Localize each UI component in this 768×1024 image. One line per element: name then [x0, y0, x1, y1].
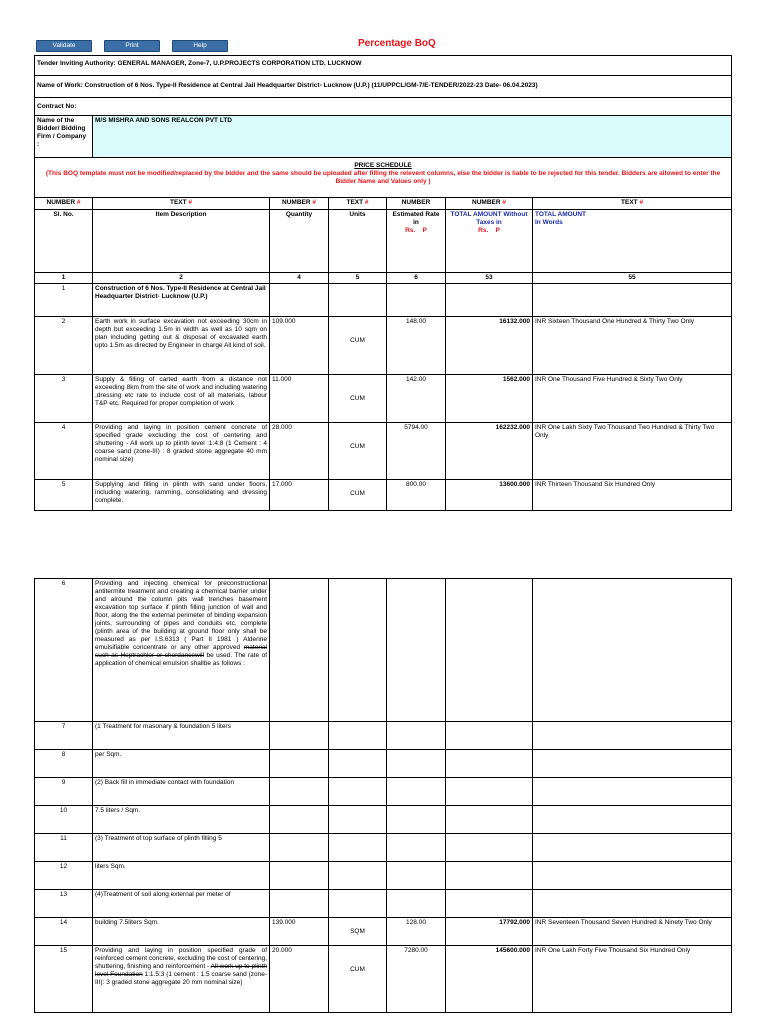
rate-cell[interactable]: 128.00 [387, 918, 446, 946]
boq-table-continued [34, 578, 732, 1013]
table-row [35, 722, 732, 750]
description-cell: (3) Treatment of top surface of plinth filling 5 [93, 834, 270, 862]
words-cell: INR Sixteen Thousand One Hundred & Thirty Two Only [533, 317, 732, 375]
description-struck-text: All work up to plinth level Foundation [95, 963, 268, 978]
type-header: NUMBER # [446, 198, 533, 210]
quantity-cell: 109.000 [270, 317, 329, 375]
quantity-cell [270, 579, 329, 722]
words-cell [533, 778, 732, 806]
sl-cell: 14 [35, 918, 93, 946]
page-title: Percentage BoQ [358, 38, 436, 49]
type-header: NUMBER # [270, 198, 329, 210]
help-button[interactable]: Help [172, 40, 228, 52]
column-number: 5 [329, 273, 387, 284]
sl-cell: 8 [35, 750, 93, 778]
table-row [35, 778, 732, 806]
quantity-cell: 20.000 [270, 946, 329, 1013]
table-row [35, 375, 732, 423]
description-cell: (2) Back fill in immediate contact with foundation [93, 778, 270, 806]
type-header: NUMBER [387, 198, 446, 210]
bidder-name-input[interactable]: M/S MISHRA AND SONS REALCON PVT LTD [93, 116, 732, 158]
quantity-cell [270, 284, 329, 317]
unit-cell [329, 579, 387, 722]
unit-cell: CUM [329, 946, 387, 1013]
total-cell [446, 284, 533, 317]
description-text: Providing and laying in position specified grade of reinforced cement concrete, excluding the cost of centering, shuttering, finishing and reinforcement - [95, 947, 267, 970]
unit-cell: SQM [329, 918, 387, 946]
sl-cell: 13 [35, 890, 93, 918]
table-row [35, 423, 732, 480]
table-row [35, 946, 732, 1013]
table-row [35, 579, 732, 722]
table-row [35, 806, 732, 834]
quantity-cell [270, 722, 329, 750]
description-cell [93, 579, 270, 722]
sl-cell: 3 [35, 375, 93, 423]
description-cell: 7.5 liters / Sqm. [93, 806, 270, 834]
description-cell: Supplying and filling in plinth with sand under floors, including watering, ramming, consolidating and dressing complete. [93, 480, 270, 511]
type-header: TEXT # [93, 198, 270, 210]
column-number: 4 [270, 273, 329, 284]
description-cell: Supply & filling of carted earth from a distance not exceeding 8km from the site of work and including watering ,dressing etc rate to include cost of all materials, labour T&P etc. Required for proper completion of work [93, 375, 270, 423]
price-schedule-header [35, 158, 732, 198]
total-cell: 13600.000 [446, 480, 533, 511]
price-schedule-title: PRICE SCHEDULE [354, 162, 412, 169]
sl-cell: 9 [35, 778, 93, 806]
unit-cell [329, 284, 387, 317]
quantity-cell [270, 806, 329, 834]
total-cell [446, 778, 533, 806]
rate-cell[interactable] [387, 890, 446, 918]
rate-cell[interactable]: 800.00 [387, 480, 446, 511]
description-cell: liters Sqm. [93, 862, 270, 890]
column-number: 2 [93, 273, 270, 284]
rate-cell[interactable] [387, 778, 446, 806]
description-cell [93, 946, 270, 1013]
sl-cell: 5 [35, 480, 93, 511]
description-text: Providing and injecting chemical for preconstructional antitermite treatment and creating a chemical barrier under and alround the column pits wall trenches basement excavation top surface if plinth filling junction of wall and floor, along the the external perimeter of binding expansion joints, surrounding of pipes and conduits etc, complete (plinth area of the building at ground floor only shall be measured as per I.S.6313 ( Part II 1981 ) Alderine emulsifiable concentrate or any other approved [95, 580, 267, 651]
description-cell: building 7.5liters Sqm. [93, 918, 270, 946]
rate-cell[interactable] [387, 722, 446, 750]
type-header: TEXT # [329, 198, 387, 210]
quantity-cell [270, 890, 329, 918]
unit-cell [329, 890, 387, 918]
words-cell [533, 284, 732, 317]
total-cell: 16132.000 [446, 317, 533, 375]
unit-cell [329, 722, 387, 750]
description-cell: Providing and laying in position cement concrete of specified grade excluding the cost of centering and shuttering - All work up to plinth level :1:4:8 (1 Cement : 4 coarse sand (zone-III) : 8 graded stone aggregate 40 mm nominal size) [93, 423, 270, 480]
sl-cell: 7 [35, 722, 93, 750]
validate-button[interactable]: Validate [36, 40, 92, 52]
total-cell: 145600.000 [446, 946, 533, 1013]
total-cell [446, 579, 533, 722]
rate-cell[interactable] [387, 862, 446, 890]
words-cell [533, 806, 732, 834]
header-amount-in-words: TOTAL AMOUNT In Words [533, 210, 732, 273]
words-cell [533, 834, 732, 862]
total-cell: 17792.000 [446, 918, 533, 946]
table-row [35, 750, 732, 778]
rate-cell[interactable] [387, 750, 446, 778]
rate-cell[interactable]: 7280.00 [387, 946, 446, 1013]
type-header: NUMBER # [35, 198, 93, 210]
unit-cell: CUM [329, 317, 387, 375]
unit-cell [329, 806, 387, 834]
column-number: 53 [446, 273, 533, 284]
sl-cell: 1 [35, 284, 93, 317]
total-cell: 162232.000 [446, 423, 533, 480]
quantity-cell [270, 862, 329, 890]
words-cell [533, 579, 732, 722]
column-number: 6 [387, 273, 446, 284]
sl-cell: 12 [35, 862, 93, 890]
header-total-amount: TOTAL AMOUNT Without Taxes in Rs. P [446, 210, 533, 273]
schedule-warning: (This BOQ template must not be modified/replaced by the bidder and the same should be uploaded after filling the relevent columns, else the bidder is liable to be rejected for this tender. Bidders are allowed to enter the Bidder Name and Values only ) [45, 170, 721, 185]
words-cell: INR Thirteen Thousand Six Hundred Only [533, 480, 732, 511]
total-cell [446, 750, 533, 778]
sl-cell: 6 [35, 579, 93, 722]
total-cell [446, 834, 533, 862]
words-cell: INR One Lakh Forty Five Thousand Six Hundred Only [533, 946, 732, 1013]
header-quantity: Quantity [270, 210, 329, 273]
sl-cell: 4 [35, 423, 93, 480]
sl-cell: 10 [35, 806, 93, 834]
quantity-cell [270, 778, 329, 806]
words-cell: INR One Lakh Sixty Two Thousand Two Hundred & Thirty Two Only [533, 423, 732, 480]
table-row [35, 284, 732, 317]
contract-no: Contract No: [35, 98, 732, 116]
work-name: Name of Work: Construction of 6 Nos. Type-II Residence at Central Jail Headquarter District- Lucknow (U.P.) (11/UPPCL/GM-7/E-TENDER/2022-23 Date- 06.04.2023) [35, 76, 732, 98]
description-cell: Earth work in surface excavation not exceeding 30cm in depth but exceeding 1.5m in width as well as 10 sqm on plan including getting out & disposal of excavated earth upto 1.5m as directed by Engineer in charge All kind of soil. [93, 317, 270, 375]
boq-table [34, 55, 732, 511]
header-sl-no: Sl. No. [35, 210, 93, 273]
sl-cell: 15 [35, 946, 93, 1013]
quantity-cell: 11.000 [270, 375, 329, 423]
words-cell [533, 862, 732, 890]
quantity-cell [270, 834, 329, 862]
unit-cell [329, 750, 387, 778]
rate-cell[interactable]: 142.00 [387, 375, 446, 423]
description-cell: Construction of 6 Nos. Type-II Residence at Central Jail Headquarter District- Lucknow (U.P.) [93, 284, 270, 317]
quantity-cell [270, 750, 329, 778]
words-cell: INR Seventeen Thousand Seven Hundred & Ninety Two Only [533, 918, 732, 946]
unit-cell [329, 834, 387, 862]
table-row [35, 918, 732, 946]
words-cell [533, 722, 732, 750]
column-number-row [35, 273, 732, 284]
description-struck-text: material such as Heptrachlor or chordancewill [95, 644, 267, 659]
rate-cell[interactable] [387, 284, 446, 317]
rate-cell[interactable]: 5794.00 [387, 423, 446, 480]
total-cell [446, 890, 533, 918]
toolbar [36, 38, 732, 54]
total-cell [446, 862, 533, 890]
rate-cell[interactable] [387, 834, 446, 862]
column-type-row [35, 198, 732, 210]
unit-cell: CUM [329, 423, 387, 480]
table-row [35, 890, 732, 918]
words-cell [533, 750, 732, 778]
words-cell [533, 890, 732, 918]
quantity-cell: 139.000 [270, 918, 329, 946]
unit-cell: CUM [329, 375, 387, 423]
total-cell: 1562.000 [446, 375, 533, 423]
bidder-label: Name of the Bidder/ Bidding Firm / Company : [35, 116, 93, 158]
column-header-row [35, 210, 732, 273]
table-row [35, 834, 732, 862]
description-text: 1:1.5:3 (1 cement : 1.5 coarse sand (zone-III): 3 graded stone aggregate 20 mm nominal size) [95, 971, 267, 986]
sl-cell: 11 [35, 834, 93, 862]
column-number: 1 [35, 273, 93, 284]
header-units: Units [329, 210, 387, 273]
description-cell: per Sqm. [93, 750, 270, 778]
description-text: be used. The rate of application of chemical emulsion shallbe as follows : [95, 652, 268, 667]
column-number: 55 [533, 273, 732, 284]
quantity-cell: 17.000 [270, 480, 329, 511]
tender-authority: Tender Inviting Authority: GENERAL MANAGER, Zone-7, U.P.PROJECTS CORPORATION LTD. LUCKNOW [35, 56, 732, 76]
rate-cell[interactable]: 148.00 [387, 317, 446, 375]
words-cell: INR One Thousand Five Hundred & Sixty Two Only [533, 375, 732, 423]
description-cell: (1 Treatment for masonary & foundation 5 liters [93, 722, 270, 750]
sl-cell: 2 [35, 317, 93, 375]
print-button[interactable]: Print [104, 40, 160, 52]
rate-cell[interactable] [387, 579, 446, 722]
header-estimated-rate: Estimated Rate in Rs. P [387, 210, 446, 273]
table-row [35, 480, 732, 511]
rate-cell[interactable] [387, 806, 446, 834]
table-row [35, 317, 732, 375]
header-item-description: Item Description [93, 210, 270, 273]
quantity-cell: 28.000 [270, 423, 329, 480]
type-header: TEXT # [533, 198, 732, 210]
unit-cell [329, 778, 387, 806]
table-row [35, 862, 732, 890]
description-cell: (4)Treatment of soil along external per meter of [93, 890, 270, 918]
unit-cell: CUM [329, 480, 387, 511]
total-cell [446, 722, 533, 750]
total-cell [446, 806, 533, 834]
unit-cell [329, 862, 387, 890]
